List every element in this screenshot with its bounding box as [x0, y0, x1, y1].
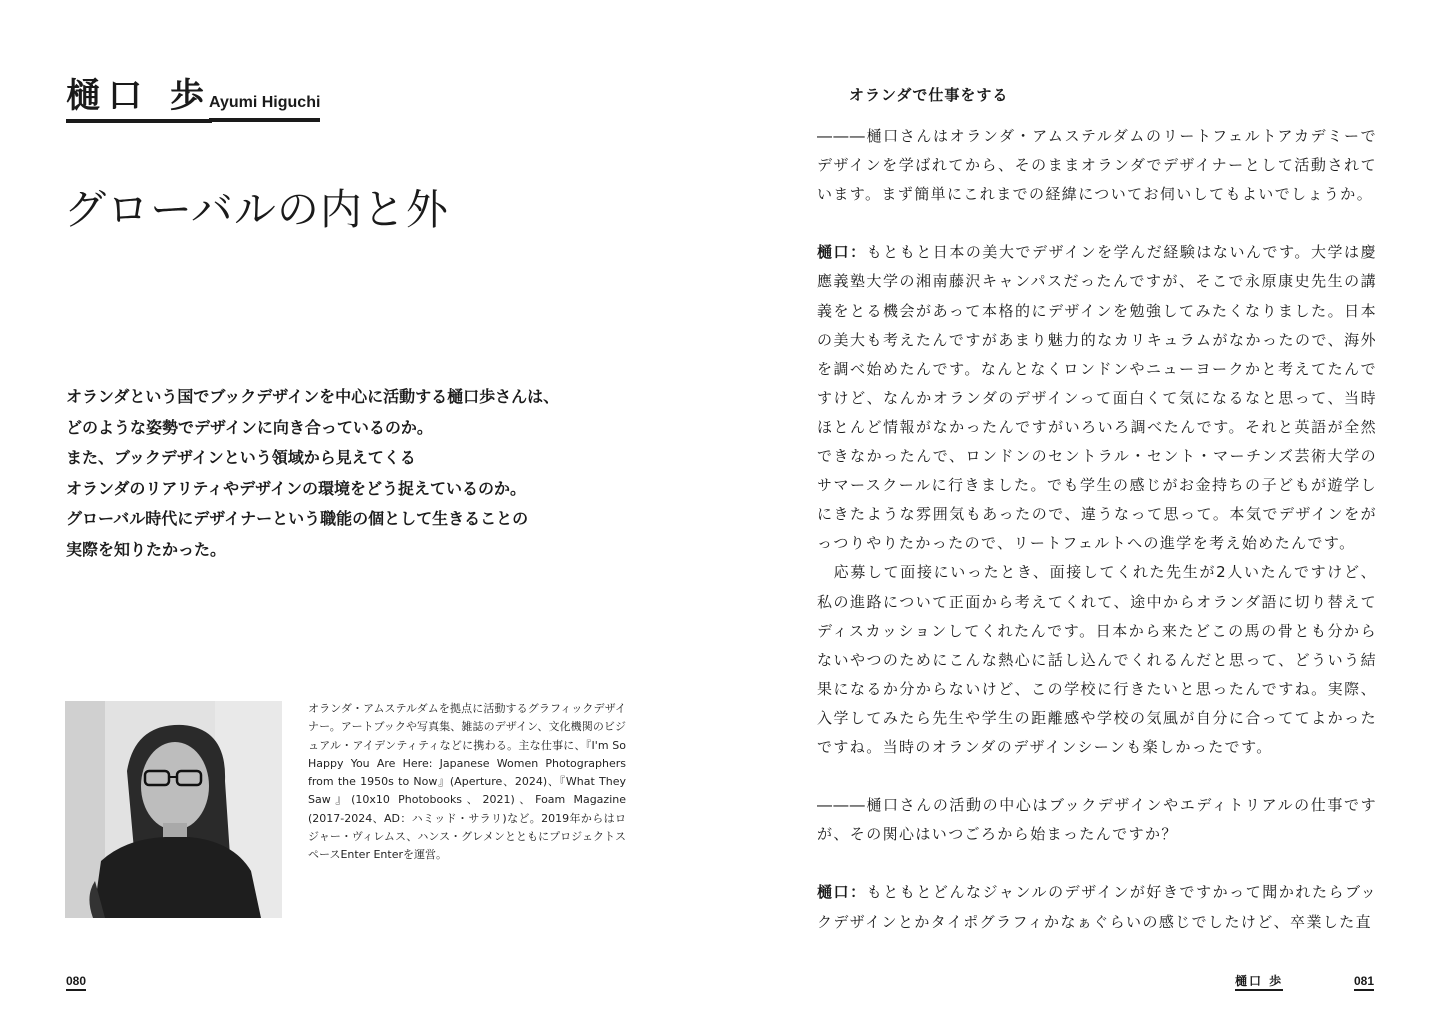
- lead-line: オランダという国でブックデザインを中心に活動する樋口歩さんは、: [66, 387, 560, 406]
- interview-body: [817, 122, 1377, 937]
- paragraph-text: ―――樋口さんの活動の中心はブックデザインやエディトリアルの仕事ですが、その関心はいつごろから始まったんですか？: [817, 796, 1377, 844]
- lead-line: オランダのリアリティやデザインの環境をどう捉えているのか。: [66, 478, 527, 498]
- paragraph-text: もともとどんなジャンルのデザインが好きですかって聞かれたらブックデザインとかタイポグラフィかなぁぐらいの感じでしたけど、卒業した直: [817, 883, 1377, 931]
- lead-line: どのような姿勢でデザインに向き合っているのか。: [66, 417, 433, 437]
- paragraph-gap: [817, 849, 1377, 878]
- running-header-name: 樋口 歩: [1235, 974, 1283, 991]
- interview-paragraph: [817, 878, 1377, 936]
- lead-line: グローバル時代にデザイナーという職能の個として生きることの: [66, 509, 529, 528]
- lead-line: 実際を知りたかった。: [66, 539, 227, 559]
- interview-paragraph: [817, 238, 1377, 558]
- paragraph-text: もともと日本の美大でデザインを学んだ経験はないんです。大学は慶應義塾大学の湘南藤沢キャンパスだったんですが、そこで永原康史先生の講義をとる機会があって本格的にデザインを勉強してみたくなりました。日本の美大も考えたんですがあまり魅力的なカリキュラムがなかったので、海外を調べ始めたんです。なんとなくロンドンやニューヨークかと考えてたんですけど、なんかオランダのデザインって面白くて気になるなと思って、当時ほとんど情報がなかったんですがいろいろ調べたんです。それと英語が全然できなかったんで、ロンドンのセントラル・セント・マーチンズ芸術大学のサマースクールに行きました。でも学生の感じがお金持ちの子どもが遊学しにきたような雰囲気もあったので、違うなって思って。本気でデザインをがっつりやりたかったので、リートフェルトへの進学を考え始めたんです。: [817, 243, 1377, 553]
- lead-line: また、ブックデザインという領域から見えてくる: [66, 448, 416, 467]
- author-portrait-photo: [65, 701, 282, 918]
- right-page: [721, 0, 1442, 1022]
- section-heading: オランダで仕事をする: [849, 86, 1009, 104]
- author-name-english: Ayumi Higuchi: [209, 92, 320, 122]
- paragraph-gap: [817, 762, 1377, 791]
- author-name-japanese: 樋口 歩: [66, 76, 212, 123]
- speaker-label: 樋口：: [817, 243, 867, 262]
- lead-text: [66, 382, 626, 565]
- page-number-right: 081: [1354, 974, 1374, 991]
- interview-paragraph: [817, 791, 1377, 849]
- article-title: グローバルの内と外: [64, 185, 449, 234]
- author-biography: オランダ・アムステルダムを拠点に活動するグラフィックデザイナー。アートブックや写真集、雑誌のデザイン、文化機関のビジュアル・アイデンティティなどに携わる。主な仕事に、『I'm So Happy You Are Here: Japanese Women Photographers from the 1950s to Now』(Aperture、2024)、『What They Saw』(10x10 Photobooks、2021)、Foam Magazine (2017-2024、AD：ハミッド・サラリ)など。2019年からはロジャー・ヴィレムス、ハンス・グレメンとともにプロジェクトスペースEnter Enterを運営。: [308, 702, 626, 862]
- paragraph-text: ―――樋口さんはオランダ・アムステルダムのリートフェルトアカデミーでデザインを学ばれてから、そのままオランダでデザイナーとして活動されています。まず簡単にこれまでの経緯についてお伺いしてもよいでしょうか。: [817, 127, 1377, 204]
- page-number-left: 080: [66, 974, 86, 991]
- interview-paragraph: [817, 558, 1377, 762]
- paragraph-gap: [817, 209, 1377, 238]
- paragraph-text: 応募して面接にいったとき、面接してくれた先生が2人いたんですけど、私の進路について正面から考えてくれて、途中からオランダ語に切り替えてディスカッションしてくれたんです。日本から来たどこの馬の骨とも分からないやつのためにこんな熱心に話し込んでくれるんだと思って、どういう結果になるか分からないけど、この学校に行きたいと思ったんですね。実際、入学してみたら先生や学生の距離感や学校の気風が自分に合っててよかったですね。当時のオランダのデザインシーンも楽しかったです。: [817, 563, 1377, 756]
- interview-paragraph: [817, 122, 1377, 209]
- speaker-label: 樋口：: [817, 883, 867, 902]
